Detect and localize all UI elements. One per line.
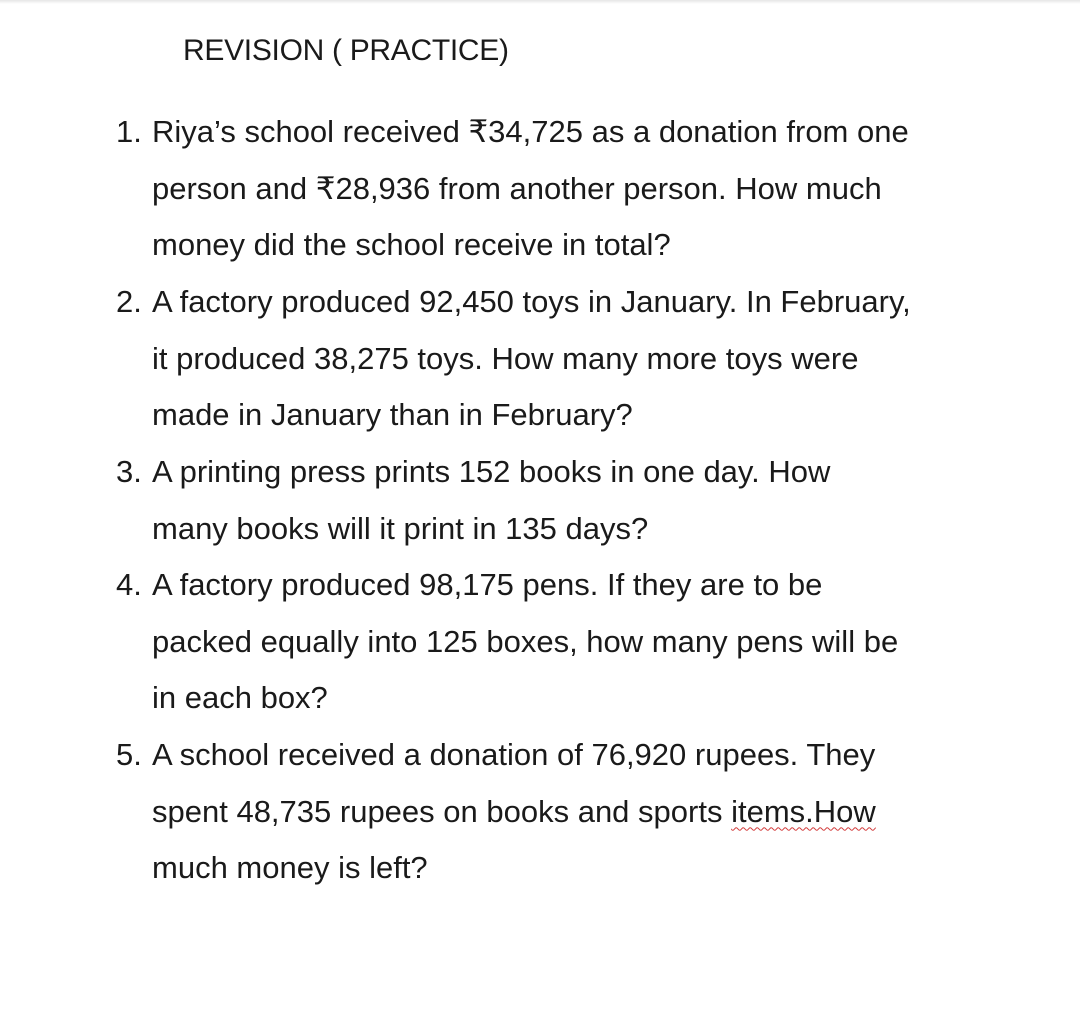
question-line: A factory produced 92,450 toys in January. In February, [152,284,911,319]
question-1 [116,104,1016,274]
question-line-text: spent 48,735 rupees on books and sports [152,793,732,829]
question-line: packed equally into 125 boxes, how many pens will be [152,623,899,659]
question-line: A factory produced 98,175 pens. If they are to be [152,567,823,602]
question-line: person and ₹28,936 from another person. How much [152,170,882,206]
question-number: 5. [116,737,142,772]
question-line: it produced 38,275 toys. How many more toys were [152,340,859,376]
question-number: 2. [116,284,142,319]
question-line: money did the school receive in total? [152,227,671,263]
document-title: REVISION ( PRACTICE) [183,34,509,67]
question-number: 3. [116,454,142,489]
question-line: A printing press prints 152 books in one day. How [152,454,831,489]
spellcheck-flagged-word[interactable]: items.How [731,793,876,829]
question-4 [116,557,1016,727]
question-line: A school received a donation of 76,920 rupees. They [152,737,876,772]
question-5 [116,727,1016,897]
question-line: in each box? [152,680,328,716]
question-3 [116,444,1016,557]
question-line: many books will it print in 135 days? [152,510,649,546]
question-line: Riya’s school received ₹34,725 as a donation from one [152,114,909,149]
question-2 [116,274,1016,444]
question-line: much money is left? [152,850,428,886]
question-number: 4. [116,567,142,602]
question-line: made in January than in February? [152,397,633,433]
question-line [116,784,1016,841]
question-number: 1. [116,114,142,149]
page-top-edge [0,0,1080,4]
